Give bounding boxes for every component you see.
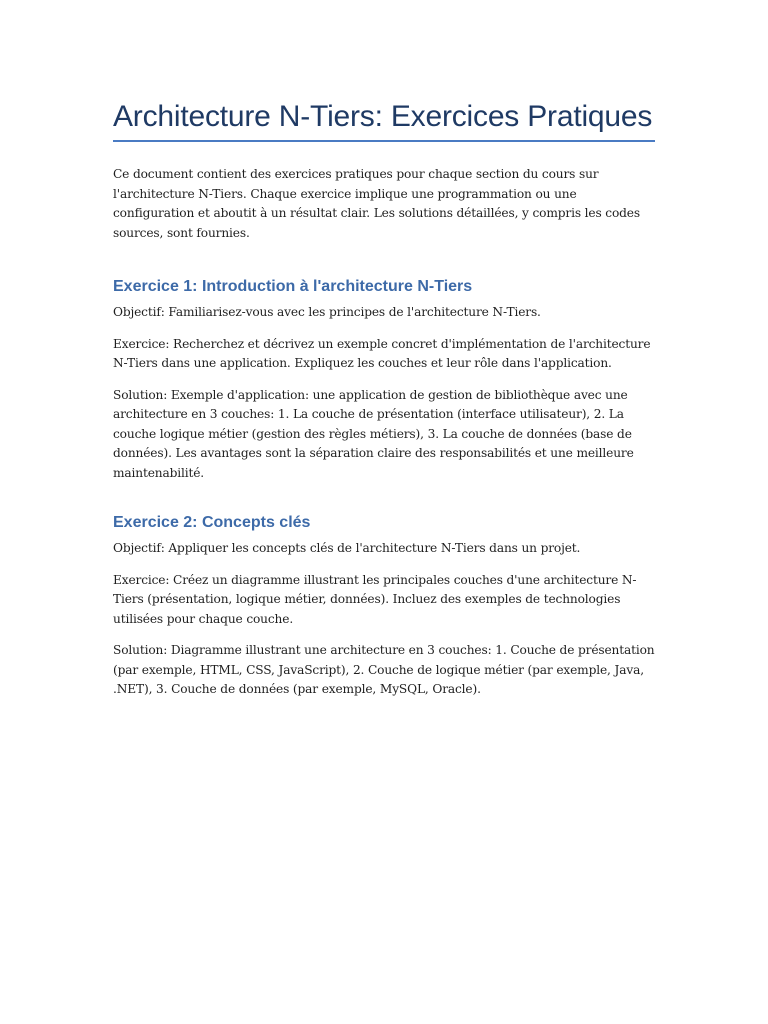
document-page	[113, 96, 655, 729]
solution-paragraph: Solution: Diagramme illustrant une architecture en 3 couches: 1. Couche de présentation (par exemple, HTML, CSS, JavaScript), 2. Couche de logique métier (par exemple, Java, .NET), 3. Couche de données (par exemple, MySQL, Oracle).	[113, 643, 655, 696]
section-heading: Exercice 1: Introduction à l'architecture N-Tiers	[113, 278, 473, 295]
document-title: Architecture N-Tiers: Exercices Pratiques	[113, 100, 653, 133]
exercise-section-1	[113, 276, 655, 483]
solution-paragraph: Solution: Exemple d'application: une application de gestion de bibliothèque avec une architecture en 3 couches: 1. La couche de présentation (interface utilisateur), 2. La couche logique métier (gestion des règles métiers), 3. La couche de données (base de données). Les avantages sont la séparation claire des responsabilités et une meilleure maintenabilité.	[113, 387, 634, 480]
intro-paragraph: Ce document contient des exercices pratiques pour chaque section du cours sur l'architecture N-Tiers. Chaque exercice implique une programmation ou une configuration et aboutit à un résultat clair. Les solutions détaillées, y compris les codes sources, sont fournies.	[113, 167, 640, 240]
section-heading: Exercice 2: Concepts clés	[113, 514, 311, 531]
title-divider	[113, 140, 655, 142]
objective-paragraph: Objectif: Appliquer les concepts clés de l'architecture N-Tiers dans un projet.	[113, 541, 581, 555]
objective-paragraph: Objectif: Familiarisez-vous avec les principes de l'architecture N-Tiers.	[113, 305, 541, 319]
exercise-section-2	[113, 512, 655, 700]
exercise-paragraph: Exercice: Recherchez et décrivez un exemple concret d'implémentation de l'architecture N-Tiers dans une application. Expliquez les couches et leur rôle dans l'application.	[113, 336, 651, 370]
exercise-paragraph: Exercice: Créez un diagramme illustrant les principales couches d'une architecture N-Tiers (présentation, logique métier, données). Incluez des exemples de technologies utilisées pour chaque couche.	[113, 572, 637, 626]
